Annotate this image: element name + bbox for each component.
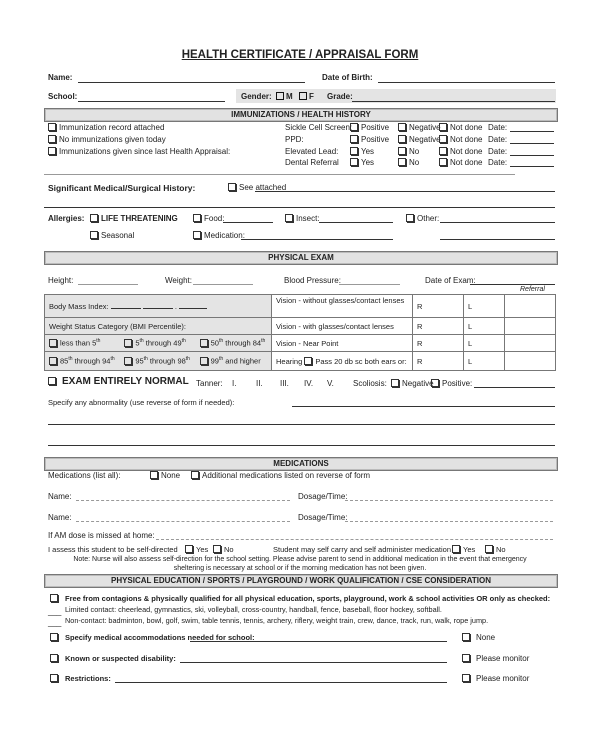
pe-heading: PHYSICAL EDUCATION / SPORTS / PLAYGROUND / WORK QUALIFICATION / CSE CONSIDERATION <box>44 574 558 588</box>
exam-normal-label: EXAM ENTIRELY NORMAL <box>62 376 189 387</box>
additional-meds-checkbox[interactable] <box>191 471 370 481</box>
wsc-label: Weight Status Category (BMI Percentile): <box>45 318 272 335</box>
pct-checkbox[interactable] <box>45 352 121 371</box>
tanner-stage[interactable]: III. <box>280 379 289 388</box>
other-field-2[interactable] <box>440 239 555 240</box>
r-cell[interactable]: R <box>413 352 464 371</box>
accom-checkbox[interactable] <box>50 633 61 643</box>
free-checkbox[interactable] <box>50 594 61 604</box>
date-label: Date: <box>488 147 508 156</box>
checkbox-icon <box>50 594 58 602</box>
screen-label: Elevated Lead: <box>285 147 339 156</box>
pct-label: 99 <box>210 356 219 366</box>
restrictions-field[interactable] <box>115 682 447 683</box>
accom-label: Specify medical accommodations needed for school: <box>65 633 255 642</box>
bmi-label: Body Mass Index: <box>49 301 109 311</box>
height-label: Height: <box>48 276 74 285</box>
physical-exam-heading: PHYSICAL EXAM <box>44 251 558 265</box>
bp-label: Blood Pressure: <box>284 276 341 285</box>
option-label: None <box>161 471 181 480</box>
checkbox-icon <box>185 545 193 553</box>
immunizations-heading: IMMUNIZATIONS / HEALTH HISTORY <box>44 108 558 122</box>
checkbox-icon <box>48 147 56 155</box>
history-label: Significant Medical/Surgical History: <box>48 183 196 193</box>
checkbox-icon <box>200 357 208 365</box>
vision-without-label: Vision - without glasses/contact lenses <box>272 295 413 318</box>
medications-heading: MEDICATIONS <box>44 457 558 471</box>
checkbox-icon <box>124 357 132 365</box>
insect-field[interactable] <box>319 222 393 223</box>
scoliosis-label: Scoliosis: <box>353 379 387 388</box>
bmi-field[interactable] <box>111 308 141 309</box>
option-label: Negative <box>402 379 434 388</box>
date-field[interactable] <box>510 155 554 156</box>
f-label: F <box>309 92 314 101</box>
vision-near-label: Vision - Near Point <box>272 335 413 352</box>
self-carry-no[interactable] <box>485 545 506 555</box>
self-directed-label: I assess this student to be self-directed <box>48 545 178 554</box>
dob-label: Date of Birth: <box>322 73 373 82</box>
option-label: No <box>409 147 420 156</box>
sup: th <box>181 338 186 345</box>
abnormality-field-2[interactable] <box>48 424 555 425</box>
checkbox-icon <box>228 183 236 191</box>
none-checkbox[interactable] <box>150 471 180 481</box>
scoliosis-negative-checkbox[interactable] <box>391 379 434 389</box>
checkbox-icon <box>90 231 98 239</box>
am-dose-label: If AM dose is missed at home: <box>48 531 155 540</box>
gender-m-checkbox[interactable] <box>276 92 293 102</box>
seasonal-checkbox[interactable] <box>90 231 134 241</box>
dob-field[interactable] <box>378 82 555 83</box>
food-field[interactable] <box>223 222 273 223</box>
gender-f-checkbox[interactable] <box>299 92 314 102</box>
option-label: See attached <box>239 183 287 192</box>
pct-checkbox[interactable] <box>120 335 195 352</box>
option-label: Not done <box>450 158 483 167</box>
screen-label: PPD: <box>285 135 304 144</box>
checkbox-icon <box>200 339 208 347</box>
pct-label: 85 <box>60 356 69 366</box>
checkbox-icon <box>90 214 98 222</box>
pct-label: less than 5 <box>60 338 97 348</box>
checkbox-icon <box>391 379 399 387</box>
referral-cell[interactable] <box>505 295 556 318</box>
exam-normal-checkbox[interactable] <box>48 377 189 387</box>
abnormality-field-3[interactable] <box>48 445 555 446</box>
pct-label: 95 <box>135 356 144 366</box>
checkbox-icon <box>50 654 58 662</box>
option-label: Negative <box>409 135 441 144</box>
r-cell[interactable]: R <box>413 335 464 352</box>
option-label: Seasonal <box>101 231 135 240</box>
accom-none-checkbox[interactable] <box>462 633 495 643</box>
school-label: School: <box>48 92 78 101</box>
self-directed-yes[interactable] <box>185 545 208 555</box>
checkbox-icon <box>439 123 447 131</box>
option-label: Not done <box>450 135 483 144</box>
restrictions-checkbox[interactable] <box>50 674 61 684</box>
checkbox-icon <box>124 339 132 347</box>
pct-label: and higher <box>223 356 261 366</box>
checkbox-icon <box>398 123 406 131</box>
name-field[interactable] <box>78 82 305 83</box>
checkbox-icon <box>304 357 312 365</box>
option-label: No <box>224 545 234 554</box>
exam-table <box>44 294 556 371</box>
l-cell[interactable]: L <box>464 318 505 335</box>
no-immunizations-checkbox[interactable] <box>48 135 166 145</box>
weight-label: Weight: <box>165 276 192 285</box>
option-checkbox[interactable] <box>398 147 419 157</box>
option-checkbox[interactable] <box>398 158 419 168</box>
bmi-field[interactable] <box>179 308 207 309</box>
referral-cell[interactable] <box>505 352 556 371</box>
form-title: HEALTH CERTIFICATE / APPRAISAL FORM <box>181 49 419 61</box>
option-label: Positive <box>361 135 390 144</box>
option-checkbox[interactable] <box>439 123 482 133</box>
dosage-field[interactable] <box>345 521 553 522</box>
sup: th <box>96 338 101 345</box>
option-label: Yes <box>196 545 209 554</box>
disability-field[interactable] <box>180 662 447 663</box>
option-label: Immunizations given since last Health Appraisal: <box>59 147 231 156</box>
checkbox-icon <box>350 135 358 143</box>
sup: th <box>143 356 148 363</box>
history-field[interactable] <box>255 191 555 192</box>
school-field[interactable] <box>78 101 225 102</box>
exam-date-label: Date of Exam: <box>425 276 476 285</box>
checkbox-icon <box>285 214 293 222</box>
checkbox-icon <box>48 377 56 385</box>
checkbox-icon <box>49 357 57 365</box>
life-threatening-checkbox[interactable] <box>90 214 178 224</box>
bmi-cell: Body Mass Index: . <box>45 295 272 318</box>
self-carry-label: Student may self carry and self administer medication <box>273 545 451 554</box>
option-label: Yes <box>361 158 375 167</box>
checkbox-icon <box>276 92 284 100</box>
medications-list-label: Medications (list all): <box>48 471 121 480</box>
restrictions-monitor-checkbox[interactable] <box>462 674 529 684</box>
vision-with-label: Vision - with glasses/contact lenses <box>272 318 413 335</box>
med-name-field[interactable] <box>76 500 290 501</box>
free-label: Free from contagions & physically qualified for all physical education, sports, playground, work & school activities OR only as checked: <box>65 594 551 603</box>
option-label: No <box>496 545 506 554</box>
referral-cell[interactable] <box>505 318 556 335</box>
pct-checkbox[interactable] <box>45 335 121 352</box>
r-cell[interactable]: R <box>413 318 464 335</box>
medication-field[interactable] <box>241 239 393 240</box>
checkbox-icon <box>406 214 414 222</box>
pct-label: through 98 <box>147 356 186 366</box>
disability-checkbox[interactable] <box>50 654 61 664</box>
referral-label: Referral <box>520 286 545 293</box>
divider <box>44 174 515 175</box>
other-field[interactable] <box>440 222 555 223</box>
checkbox-icon <box>299 92 307 100</box>
tanner-stage[interactable]: I. <box>232 379 237 388</box>
sup: th <box>185 356 190 363</box>
other-checkbox[interactable] <box>406 214 439 224</box>
sup: th <box>218 356 224 363</box>
checkbox-icon <box>350 147 358 155</box>
checkbox-icon <box>48 135 56 143</box>
limited-contact-label: Limited contact: cheerlead, gymnastics, ski, volleyball, cross-country, handball, fence, baseball, floor hockey, softball. <box>65 605 442 614</box>
checkbox-icon <box>398 147 406 155</box>
sup: th <box>68 356 73 363</box>
option-label: Immunization record attached <box>59 123 165 132</box>
option-label: None <box>476 633 496 642</box>
option-label: Please monitor <box>476 654 530 663</box>
am-dose-field[interactable] <box>156 539 553 540</box>
checkbox-icon <box>193 214 201 222</box>
screen-label: Dental Referral <box>285 158 339 167</box>
nurse-note-2: sheltering is necessary at school or if the morning medication has not been given. <box>173 565 427 572</box>
history-field-2[interactable] <box>44 207 555 208</box>
accom-field[interactable] <box>190 641 447 642</box>
option-checkbox[interactable] <box>350 135 389 145</box>
self-directed-no[interactable] <box>213 545 234 555</box>
checkbox-icon <box>439 158 447 166</box>
checkbox-icon <box>431 379 439 387</box>
food-checkbox[interactable] <box>193 214 224 224</box>
option-label: No immunizations given today <box>59 135 166 144</box>
bmi-field[interactable] <box>143 308 173 309</box>
immunizations-given-checkbox[interactable] <box>48 147 230 157</box>
pct-label: 50 <box>210 338 219 348</box>
pct-label: through 49 <box>143 338 182 348</box>
dosage-label: Dosage/Time: <box>298 513 348 522</box>
date-label: Date: <box>488 123 508 132</box>
tanner-stage[interactable]: II. <box>256 379 263 388</box>
referral-cell[interactable] <box>505 335 556 352</box>
scoliosis-positive-checkbox[interactable] <box>431 379 472 389</box>
checkbox-icon <box>452 545 460 553</box>
pct-checkbox[interactable] <box>196 335 272 352</box>
abnormality-label: Specify any abnormality (use reverse of form if needed): <box>48 398 235 407</box>
dosage-label: Dosage/Time: <box>298 492 348 501</box>
abnormality-field[interactable] <box>292 406 555 407</box>
option-checkbox[interactable] <box>439 147 482 157</box>
option-label: Please monitor <box>476 674 530 683</box>
option-checkbox[interactable] <box>439 135 482 145</box>
checkbox-icon <box>350 123 358 131</box>
insect-checkbox[interactable] <box>285 214 320 224</box>
sup: th <box>218 338 224 345</box>
pct-label: through 94 <box>72 356 111 366</box>
checkbox-icon <box>48 123 56 131</box>
date-field[interactable] <box>510 166 554 167</box>
option-label: Yes <box>463 545 476 554</box>
grade-field[interactable] <box>352 101 555 102</box>
tanner-label: Tanner: <box>196 379 223 388</box>
checkbox-icon <box>439 135 447 143</box>
checkbox-icon <box>485 545 493 553</box>
noncontact-label: Non-contact: badminton, bowl, golf, swim, table tennis, tennis, archery, riflery, weight train, crew, dance, track, run, walk, rope jump. <box>65 616 489 625</box>
bp-field[interactable] <box>339 284 400 285</box>
date-label: Date: <box>488 135 508 144</box>
immunization-record-checkbox[interactable] <box>48 123 164 133</box>
option-label: Insect: <box>296 214 320 223</box>
option-checkbox[interactable] <box>398 135 441 145</box>
option-label: LIFE THREATENING <box>101 214 178 223</box>
date-label: Date: <box>488 158 508 167</box>
height-field[interactable] <box>78 284 138 285</box>
disability-label: Known or suspected disability: <box>65 654 176 663</box>
med-name-field[interactable] <box>76 521 290 522</box>
date-field[interactable] <box>510 143 554 144</box>
med-name-label: Name: <box>48 492 72 501</box>
checkbox-icon <box>398 135 406 143</box>
option-checkbox[interactable] <box>398 123 441 133</box>
checkbox-icon <box>462 633 470 641</box>
medication-checkbox[interactable] <box>193 231 245 241</box>
pct-label: through 84 <box>223 338 262 348</box>
gender-label: Gender: <box>241 92 272 101</box>
hearing-option: Pass 20 db sc both ears or: <box>315 356 407 366</box>
disability-monitor-checkbox[interactable] <box>462 654 529 664</box>
grade-label: Grade: <box>327 92 353 101</box>
pct-label: 5 <box>135 338 140 348</box>
pct-checkbox[interactable] <box>196 352 272 371</box>
checkbox-icon <box>193 231 201 239</box>
option-label: Positive: <box>442 379 473 388</box>
hearing-cell[interactable] <box>272 352 413 371</box>
l-cell[interactable]: L <box>464 352 505 371</box>
sup: th <box>110 356 115 363</box>
option-label: Medication: <box>204 231 245 240</box>
l-cell[interactable]: L <box>464 335 505 352</box>
checkbox-icon <box>439 147 447 155</box>
weight-field[interactable] <box>193 284 253 285</box>
screen-label: Sickle Cell Screen: <box>285 123 353 132</box>
option-label: Positive <box>361 123 390 132</box>
m-label: M <box>286 92 293 101</box>
name-label: Name: <box>48 73 73 82</box>
tanner-stage[interactable]: IV. <box>304 379 314 388</box>
allergies-label: Allergies: <box>48 214 85 223</box>
checkbox-icon <box>50 674 58 682</box>
noncontact-blank[interactable]: ___ <box>48 618 62 627</box>
checkbox-icon <box>213 545 221 553</box>
checkbox-icon <box>350 158 358 166</box>
pct-checkbox[interactable] <box>120 352 195 371</box>
dosage-field[interactable] <box>345 500 553 501</box>
option-checkbox[interactable] <box>350 123 389 133</box>
option-checkbox[interactable] <box>350 147 374 157</box>
checkbox-icon <box>398 158 406 166</box>
tanner-stage[interactable]: V. <box>327 379 334 388</box>
scoliosis-field[interactable] <box>474 387 555 388</box>
checkbox-icon <box>462 654 470 662</box>
option-label: Other: <box>417 214 440 223</box>
checkbox-icon <box>50 633 58 641</box>
checkbox-icon <box>150 471 158 479</box>
r-cell[interactable]: R <box>413 295 464 318</box>
option-label: Negative <box>409 123 441 132</box>
self-carry-yes[interactable] <box>452 545 475 555</box>
limited-blank[interactable]: ___ <box>48 607 62 616</box>
restrictions-label: Restrictions: <box>65 674 111 683</box>
option-checkbox[interactable] <box>350 158 374 168</box>
med-name-label: Name: <box>48 513 72 522</box>
sup: th <box>139 338 144 345</box>
option-label: Not done <box>450 123 483 132</box>
date-field[interactable] <box>510 131 554 132</box>
option-label: Not done <box>450 147 483 156</box>
option-checkbox[interactable] <box>439 158 482 168</box>
checkbox-icon <box>191 471 199 479</box>
option-label: Additional medications listed on reverse of form <box>202 471 371 480</box>
option-label: No <box>409 158 420 167</box>
checkbox-icon <box>462 674 470 682</box>
hearing-label: Hearing <box>276 356 303 366</box>
checkbox-icon <box>49 339 57 347</box>
nurse-note-1: Note: Nurse will also assess self-direction for the school setting. Please advise parent to send in additional medication in the event that emergency <box>73 556 527 563</box>
option-label: Food: <box>204 214 225 223</box>
l-cell[interactable]: L <box>464 295 505 318</box>
option-label: Yes <box>361 147 375 156</box>
sup: th <box>261 338 266 345</box>
